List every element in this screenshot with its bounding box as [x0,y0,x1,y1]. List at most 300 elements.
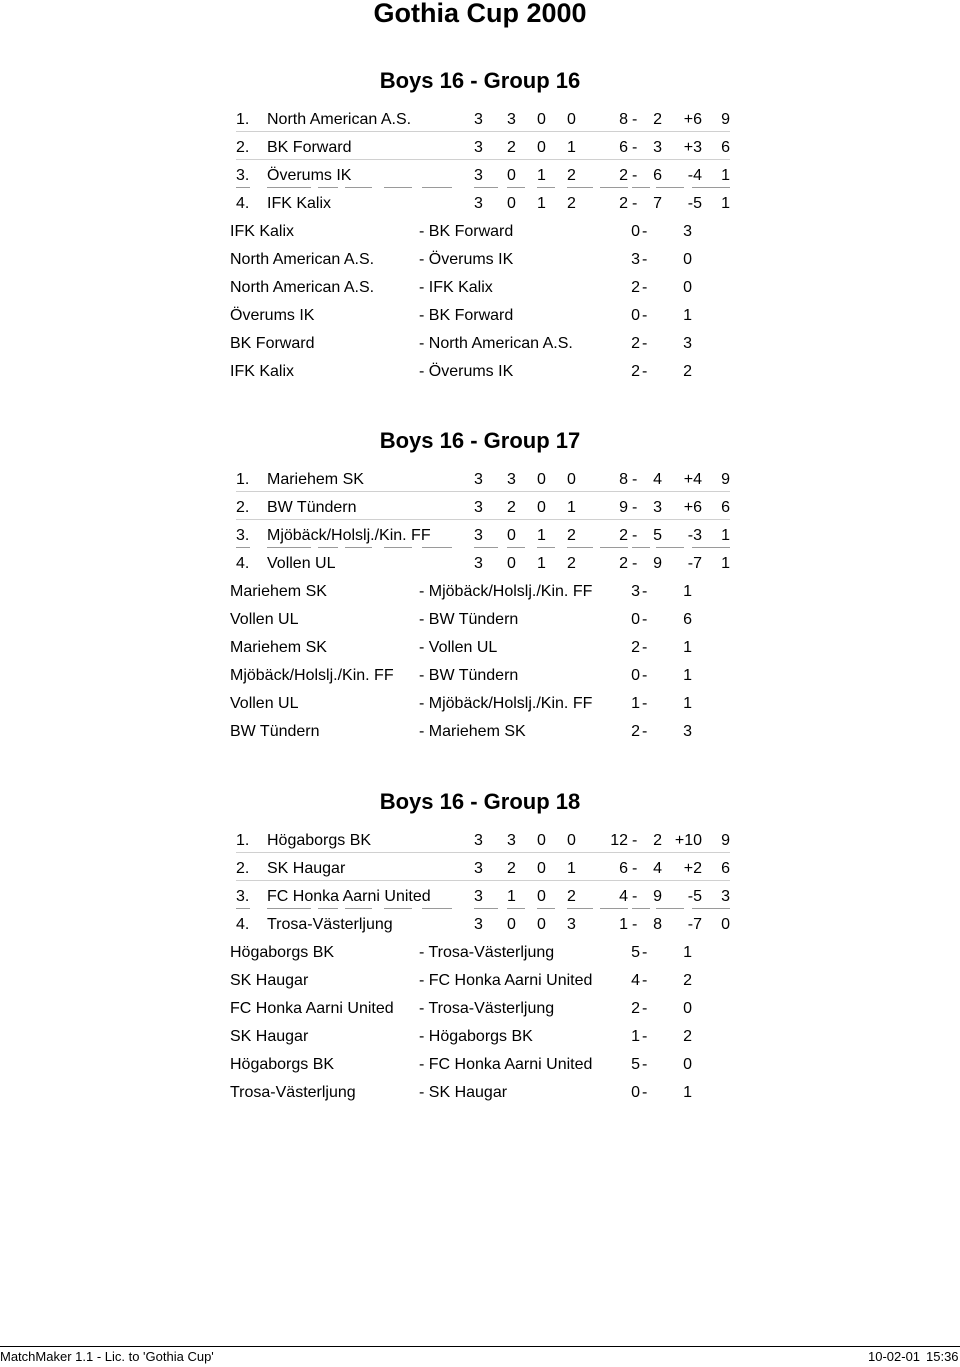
home-team: Mjöbäck/Holslj./Kin. FF [230,667,394,684]
team-name: Trosa-Västerljung [267,916,393,933]
match-row [0,246,960,274]
score-separator: - [642,307,648,324]
home-score: 2 [631,639,640,656]
standings-row [0,466,960,494]
away-team: - Högaborgs BK [419,1028,533,1045]
team-rank: 2. [236,139,250,156]
score-separator: - [642,944,648,961]
goals-separator: - [632,111,638,128]
games-drawn: 1 [537,555,546,572]
row-divider-dash [567,187,593,188]
points: 1 [721,527,730,544]
games-won: 3 [507,832,516,849]
away-team: - Mariehem SK [419,723,526,740]
team-rank: 3. [236,888,250,905]
page-title: Gothia Cup 2000 [373,0,587,28]
points: 1 [721,167,730,184]
games-played: 3 [474,860,483,877]
row-divider-dash [236,187,250,188]
games-lost: 3 [567,916,576,933]
match-row [0,330,960,358]
row-divider-dash [656,187,684,188]
away-score: 1 [683,667,692,684]
standings-row [0,855,960,883]
points: 6 [721,139,730,156]
away-score: 2 [683,972,692,989]
points: 9 [721,471,730,488]
score-separator: - [642,639,648,656]
games-drawn: 0 [537,916,546,933]
home-score: 2 [631,1000,640,1017]
match-row [0,1079,960,1107]
goals-against: 9 [653,888,662,905]
row-divider-dash [318,547,338,548]
goals-separator: - [632,916,638,933]
goals-separator: - [632,888,638,905]
row-divider [236,159,730,160]
goal-difference: -5 [687,195,702,212]
row-divider-dash [567,547,593,548]
match-list [0,578,960,746]
row-divider-dash [507,547,525,548]
home-team: SK Haugar [230,972,309,989]
match-row [0,274,960,302]
goals-against: 3 [653,499,662,516]
team-rank: 2. [236,499,250,516]
goals-for: 2 [619,195,628,212]
row-divider-dash [384,187,412,188]
goals-for: 2 [619,555,628,572]
home-team: Vollen UL [230,611,299,628]
games-played: 3 [474,471,483,488]
games-drawn: 0 [537,832,546,849]
away-team: - Vollen UL [419,639,498,656]
games-lost: 2 [567,888,576,905]
points: 6 [721,499,730,516]
score-separator: - [642,279,648,296]
goals-separator: - [632,499,638,516]
home-team: Mariehem SK [230,639,327,656]
goals-against: 3 [653,139,662,156]
row-divider-dash [656,908,684,909]
games-lost: 0 [567,471,576,488]
standings-row [0,827,960,855]
home-score: 2 [631,723,640,740]
team-name: BW Tündern [267,499,357,516]
home-team: North American A.S. [230,279,375,296]
match-row [0,1051,960,1079]
team-rank: 1. [236,832,250,849]
goal-difference: +6 [683,111,702,128]
row-divider-dash [267,187,311,188]
games-lost: 2 [567,167,576,184]
games-drawn: 0 [537,860,546,877]
away-team: - Överums IK [419,363,514,380]
home-score: 5 [631,1056,640,1073]
goals-against: 4 [653,860,662,877]
games-won: 0 [507,555,516,572]
away-score: 2 [683,363,692,380]
goals-against: 7 [653,195,662,212]
games-won: 2 [507,499,516,516]
standings-row [0,190,960,218]
row-divider-dash [632,908,650,909]
match-row [0,606,960,634]
goals-for: 6 [619,860,628,877]
score-separator: - [642,251,648,268]
standings-row [0,106,960,134]
goal-difference: +4 [683,471,702,488]
games-won: 1 [507,888,516,905]
team-rank: 3. [236,527,250,544]
score-separator: - [642,667,648,684]
row-divider-dash [422,908,452,909]
standings-row [0,494,960,522]
games-drawn: 1 [537,527,546,544]
home-score: 3 [631,583,640,600]
home-score: 0 [631,223,640,240]
score-separator: - [642,1084,648,1101]
goals-for: 2 [619,167,628,184]
games-won: 2 [507,860,516,877]
goal-difference: -5 [687,888,702,905]
goals-separator: - [632,139,638,156]
standings-table [0,466,960,578]
standings-table [0,106,960,218]
games-drawn: 0 [537,111,546,128]
home-team: IFK Kalix [230,223,295,240]
row-divider-dash [267,547,311,548]
row-divider-dash [600,547,628,548]
games-won: 2 [507,139,516,156]
home-team: BW Tündern [230,723,320,740]
team-name: FC Honka Aarni United [267,888,431,905]
score-separator: - [642,611,648,628]
match-list [0,939,960,1107]
home-team: North American A.S. [230,251,375,268]
games-lost: 1 [567,139,576,156]
row-divider-dash [600,908,628,909]
games-played: 3 [474,499,483,516]
team-name: SK Haugar [267,860,346,877]
match-row [0,218,960,246]
goal-difference: +2 [683,860,702,877]
goals-separator: - [632,195,638,212]
points: 6 [721,860,730,877]
home-team: FC Honka Aarni United [230,1000,394,1017]
row-divider-dash [422,187,452,188]
score-separator: - [642,695,648,712]
goal-difference: -7 [687,916,702,933]
games-drawn: 0 [537,471,546,488]
row-divider-dash [600,187,628,188]
team-rank: 4. [236,555,250,572]
games-played: 3 [474,888,483,905]
group-title: Boys 16 - Group 18 [379,789,581,814]
match-row [0,302,960,330]
row-divider-dash [692,187,730,188]
goals-for: 2 [619,527,628,544]
away-score: 0 [683,251,692,268]
games-played: 3 [474,139,483,156]
match-row [0,690,960,718]
away-team: - BW Tündern [419,667,519,684]
goals-separator: - [632,527,638,544]
away-team: - FC Honka Aarni United [419,1056,593,1073]
team-name: Mariehem SK [267,471,364,488]
home-score: 2 [631,363,640,380]
footer-time: 15:36 [926,1349,959,1364]
match-row [0,662,960,690]
home-team: Högaborgs BK [230,1056,335,1073]
away-team: - IFK Kalix [419,279,493,296]
points: 9 [721,111,730,128]
goals-separator: - [632,832,638,849]
row-divider-dash [474,187,498,188]
away-team: - FC Honka Aarni United [419,972,593,989]
row-divider-dash [345,547,372,548]
away-score: 0 [683,279,692,296]
team-rank: 4. [236,916,250,933]
goals-against: 4 [653,471,662,488]
games-drawn: 0 [537,888,546,905]
goal-difference: +10 [674,832,702,849]
group-title: Boys 16 - Group 16 [379,68,581,93]
away-score: 3 [683,335,692,352]
points: 1 [721,195,730,212]
games-won: 0 [507,167,516,184]
games-won: 0 [507,195,516,212]
away-team: - Trosa-Västerljung [419,944,555,961]
away-team: - BK Forward [419,223,514,240]
row-divider-dash [345,187,372,188]
away-score: 0 [683,1056,692,1073]
goals-for: 9 [619,499,628,516]
home-team: Trosa-Västerljung [230,1084,356,1101]
score-separator: - [642,1056,648,1073]
away-team: - Mjöbäck/Holslj./Kin. FF [419,583,593,600]
home-team: Överums IK [230,307,315,324]
match-row [0,578,960,606]
score-separator: - [642,972,648,989]
row-divider [236,131,730,132]
group-block [0,426,960,766]
row-divider-dash [632,547,650,548]
goals-for: 8 [619,471,628,488]
row-divider-dash [537,908,555,909]
row-divider-dash [345,908,372,909]
row-divider-dash [474,908,498,909]
games-lost: 1 [567,499,576,516]
standings-row [0,162,960,190]
row-divider-dash [692,547,730,548]
games-played: 3 [474,527,483,544]
team-name: Vollen UL [267,555,336,572]
row-divider-dash [507,908,525,909]
home-team: Vollen UL [230,695,299,712]
games-lost: 0 [567,832,576,849]
points: 0 [721,916,730,933]
row-divider-dash [567,908,593,909]
points: 3 [721,888,730,905]
score-separator: - [642,1000,648,1017]
away-score: 2 [683,1028,692,1045]
away-score: 3 [683,223,692,240]
score-separator: - [642,583,648,600]
games-played: 3 [474,195,483,212]
games-played: 3 [474,832,483,849]
row-divider-dash [318,187,338,188]
home-score: 4 [631,972,640,989]
points: 9 [721,832,730,849]
score-separator: - [642,335,648,352]
away-team: - Trosa-Västerljung [419,1000,555,1017]
goals-against: 8 [653,916,662,933]
home-team: SK Haugar [230,1028,309,1045]
score-separator: - [642,223,648,240]
team-name: North American A.S. [267,111,412,128]
match-list [0,218,960,386]
score-separator: - [642,723,648,740]
row-divider-dash [318,908,338,909]
row-divider-dash [537,547,555,548]
away-team: - BK Forward [419,307,514,324]
goals-for: 4 [619,888,628,905]
team-name: Högaborgs BK [267,832,372,849]
goals-separator: - [632,167,638,184]
team-rank: 1. [236,471,250,488]
games-played: 3 [474,167,483,184]
games-lost: 2 [567,527,576,544]
standings-row [0,550,960,578]
home-score: 2 [631,279,640,296]
home-score: 0 [631,667,640,684]
footer-date: 10-02-01 [868,1349,921,1364]
goals-separator: - [632,860,638,877]
standings-row [0,522,960,550]
home-score: 3 [631,251,640,268]
away-team: - SK Haugar [419,1084,508,1101]
games-played: 3 [474,555,483,572]
standings-row [0,134,960,162]
score-separator: - [642,363,648,380]
games-won: 0 [507,916,516,933]
away-score: 1 [683,944,692,961]
goal-difference: +6 [683,499,702,516]
home-score: 2 [631,335,640,352]
team-rank: 1. [236,111,250,128]
away-team: - BW Tündern [419,611,519,628]
away-team: - Överums IK [419,251,514,268]
row-divider [236,880,730,881]
team-rank: 4. [236,195,250,212]
match-row [0,718,960,746]
games-played: 3 [474,916,483,933]
standings-row [0,911,960,939]
away-team: - North American A.S. [419,335,573,352]
goal-difference: -3 [687,527,702,544]
row-divider-dash [474,547,498,548]
goals-for: 8 [619,111,628,128]
goal-difference: +3 [683,139,702,156]
row-divider-dash [267,908,311,909]
goals-for: 1 [619,916,628,933]
match-row [0,1023,960,1051]
games-won: 0 [507,527,516,544]
row-divider-dash [656,547,684,548]
away-score: 1 [683,639,692,656]
row-divider [236,852,730,853]
match-row [0,995,960,1023]
team-rank: 3. [236,167,250,184]
home-team: BK Forward [230,335,315,352]
home-score: 5 [631,944,640,961]
games-drawn: 1 [537,167,546,184]
games-won: 3 [507,111,516,128]
score-separator: - [642,1028,648,1045]
standings-table [0,827,960,939]
goal-difference: -7 [687,555,702,572]
row-divider-dash [236,547,250,548]
games-drawn: 0 [537,499,546,516]
away-score: 0 [683,1000,692,1017]
goal-difference: -4 [687,167,702,184]
group-block [0,66,960,406]
goals-against: 2 [653,111,662,128]
home-score: 1 [631,695,640,712]
games-lost: 1 [567,860,576,877]
standings-row [0,883,960,911]
row-divider-dash [384,908,412,909]
row-divider-dash [422,547,452,548]
group-title: Boys 16 - Group 17 [379,428,581,453]
points: 1 [721,555,730,572]
row-divider-dash [236,908,250,909]
page-footer [0,1346,960,1367]
goals-against: 2 [653,832,662,849]
away-score: 1 [683,695,692,712]
row-divider [236,491,730,492]
away-score: 3 [683,723,692,740]
row-divider-dash [507,187,525,188]
home-score: 1 [631,1028,640,1045]
home-team: IFK Kalix [230,363,295,380]
match-row [0,358,960,386]
match-row [0,967,960,995]
games-lost: 2 [567,195,576,212]
home-score: 0 [631,307,640,324]
goals-against: 5 [653,527,662,544]
team-rank: 2. [236,860,250,877]
row-divider-dash [384,547,412,548]
home-team: Högaborgs BK [230,944,335,961]
away-score: 1 [683,1084,692,1101]
home-score: 0 [631,611,640,628]
row-divider-dash [537,187,555,188]
group-block [0,787,960,1127]
goals-separator: - [632,555,638,572]
goals-against: 6 [653,167,662,184]
away-score: 1 [683,307,692,324]
footer-software: MatchMaker 1.1 - Lic. to 'Gothia Cup' [0,1349,214,1364]
team-name: Överums IK [267,167,352,184]
games-won: 3 [507,471,516,488]
games-lost: 0 [567,111,576,128]
games-lost: 2 [567,555,576,572]
match-row [0,939,960,967]
goals-against: 9 [653,555,662,572]
away-score: 1 [683,583,692,600]
